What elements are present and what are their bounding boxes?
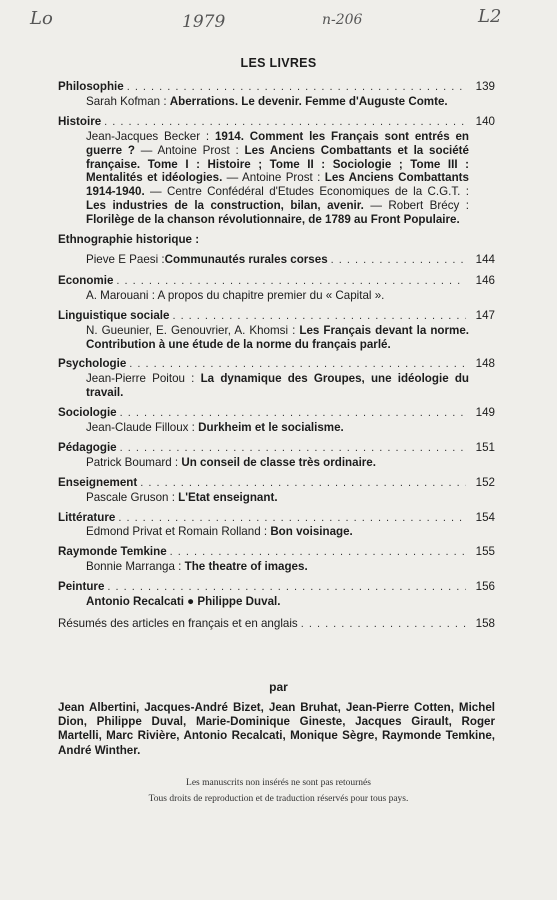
entry-description [58,491,495,505]
author-text: — Centre Confédéral d'Etudes Economiques de la C.G.T. : [144,185,469,199]
footer-line-rights: Tous droits de reproduction et de traduction réservés pour tous pays. [148,794,409,804]
section-title: Résumés des articles en français et en anglais [58,617,298,630]
entry-description [58,130,495,227]
section-title: Ethnographie historique : [58,233,200,247]
section-title: Littérature [58,510,116,524]
toc-section-row [58,406,495,421]
contributors-intro: par [269,680,288,694]
section-title: Pédagogie [58,440,117,454]
author-text: Patrick Boumard : [86,455,182,469]
page-title: LES LIVRES [240,56,317,70]
toc-section-row [58,476,495,491]
page-number: 154 [475,510,495,524]
book-title: Bon voisinage. [270,525,353,539]
book-title: 1914. Comment les Français sont entrés en guerre ? [86,129,469,157]
book-title: The theatre of images. [184,560,308,574]
page-number: 140 [475,114,495,128]
toc-section-row [58,580,495,595]
entry-description [58,560,495,574]
section-title: Psychologie [58,357,127,371]
toc-entry [58,115,495,227]
author-text: — Antoine Prost : [222,171,325,185]
entry-description [58,324,495,352]
book-title: Les Anciens Combattants 1914-1940. [86,171,469,199]
author-text: Sarah Kofman : [86,94,170,108]
entry-description [58,372,495,400]
toc-section-row [58,545,495,560]
section-title: Economie [58,273,114,287]
dot-leader [118,512,466,526]
dot-leader [127,81,466,95]
author-text: — Antoine Prost : [134,143,245,157]
toc-section-row [58,357,495,372]
entry-description [58,253,495,268]
book-title: Les industries de la construction, bilan, avenir. [86,199,364,213]
book-title: Antonio Recalcati ● Philippe Duval. [86,595,281,609]
footer-line-manuscripts: Les manuscrits non insérés ne sont pas retournés [186,778,371,788]
toc-entry [58,511,495,540]
dot-leader [170,546,466,560]
sub-entry-row [86,253,495,268]
entry-description [58,421,495,435]
toc-section-row [58,233,495,247]
page-number: 152 [475,475,495,489]
toc-entry [58,274,495,303]
table-of-contents [58,80,495,632]
book-title: Durkheim et le socialisme. [198,421,344,435]
entry-description [58,289,495,303]
toc-section-row [58,511,495,526]
toc-entry [58,233,495,268]
author-text: Edmond Privat et Romain Rolland : [86,525,271,539]
toc-entry [58,406,495,435]
page-number: 144 [475,252,495,266]
toc-entry [58,580,495,609]
dot-leader [129,358,466,372]
dot-leader [104,116,466,130]
book-title: L'Etat enseignant. [178,490,278,504]
page-number: 147 [475,308,495,322]
section-title: Philosophie [58,80,124,93]
page-number: 139 [475,80,495,93]
page-number: 158 [475,617,495,630]
page-number: 148 [475,357,495,371]
author-text: — Robert Brécy : [363,199,469,213]
entry-description [58,595,495,609]
handwritten-note-year: 1979 [182,12,226,32]
dot-leader [172,310,466,324]
handwritten-note-l2: L2 [478,6,502,27]
book-title: Les Français devant la norme. Contribution à une étude de la norme du français parlé. [86,323,469,351]
book-title: Aberrations. Le devenir. Femme d'Auguste Comte. [169,94,448,108]
book-title: Florilège de la chanson révolutionnaire, de 1789 au Front Populaire. [86,213,460,227]
dot-leader [331,254,466,268]
handwritten-note-number: n-206 [322,12,363,28]
handwritten-note-lo: Lo [30,8,53,29]
book-title: Un conseil de classe très ordinaire. [181,455,376,469]
section-title: Enseignement [58,475,138,489]
contributors-list: Jean Albertini, Jacques-André Bizet, Jean Bruhat, Jean-Pierre Cotten, Michel Dion, Philippe Duval, Marie-Dominique Gineste, Jacques Girault, Roger Martelli, Marc Rivière, Antonio Recalcati, Monique Sègre, Raymonde Temkine, André Winther. [58,701,495,757]
dot-leader [301,618,466,632]
toc-entry [58,80,495,109]
toc-section-row [58,274,495,289]
author-text: Jean-Pierre Poitou : [86,372,201,386]
section-title: Peinture [58,580,105,594]
toc-section-row [58,441,495,456]
book-title: Les Anciens Combattants et la société française. Tome I : Histoire ; Tome II : Sociologie ; Tome III : Mentalités et idéologies. [86,143,469,185]
author-text: Bonnie Marranga : [86,560,185,574]
toc-entry [58,357,495,400]
section-title: Linguistique sociale [58,308,170,322]
book-title: La dynamique des Groupes, une idéologie du travail. [86,372,469,400]
author-text: A. Marouani : A propos du chapitre premier du « Capital ». [86,288,385,302]
page-number: 155 [475,545,495,559]
author-text: Jean-Jacques Becker : [86,129,215,143]
dot-leader [107,581,466,595]
entry-description [58,95,495,109]
author-text: Jean-Claude Filloux : [86,421,199,435]
toc-section-row [58,617,495,632]
author-text: Pascale Gruson : [86,490,179,504]
page-number: 146 [475,273,495,287]
dot-leader [140,477,466,491]
dot-leader [120,407,466,421]
toc-section-row [58,80,495,95]
entry-description [58,456,495,470]
dot-leader [116,275,466,289]
toc-entry [58,309,495,352]
toc-entry [58,545,495,574]
section-title: Sociologie [58,406,117,420]
toc-entry [58,476,495,505]
page-number: 156 [475,580,495,594]
page-number: 149 [475,406,495,420]
section-title: Histoire [58,114,102,128]
entry-description [58,525,495,539]
section-title: Raymonde Temkine [58,545,167,559]
toc-entry-resumes [58,617,495,632]
dot-leader [120,442,466,456]
page-number: 151 [475,440,495,454]
toc-entry [58,441,495,470]
book-title: Communautés rurales corses [164,252,328,266]
toc-section-row [58,115,495,130]
author-text: Pieve E Paesi : [86,252,165,266]
author-text: N. Gueunier, E. Genouvrier, A. Khomsi : [86,323,300,337]
toc-section-row [58,309,495,324]
